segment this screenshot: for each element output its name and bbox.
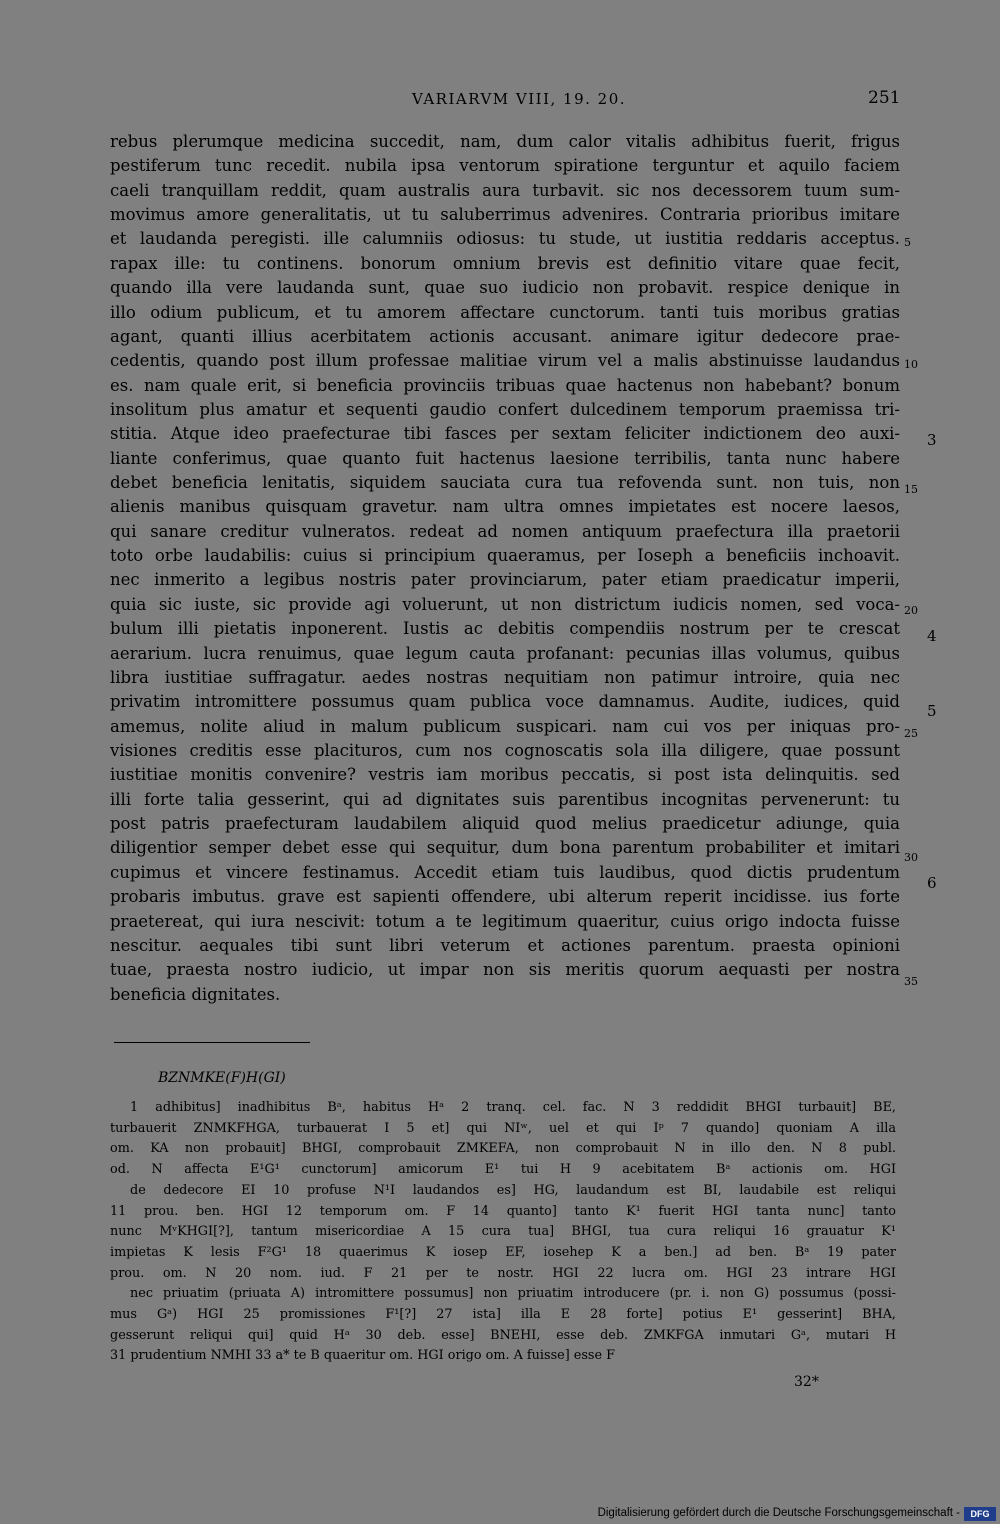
text-line: es. nam quale erit, si beneficia provinciis tribuas quae hactenus non habebant? bonum bbox=[110, 375, 900, 395]
text-line: cupimus et vincere festinamus. Accedit etiam tuis laudibus, quod dictis prudentum bbox=[110, 862, 900, 882]
text-line: insolitum plus amatur et sequenti gaudio confert dulcedinem temporum praemissa tri- bbox=[110, 399, 900, 419]
text-line: alienis manibus quisquam gravetur. nam ultra omnes impietates est nocere laesos, bbox=[110, 497, 900, 517]
apparatus-line: impietas K lesis F²G¹ 18 quaerimus K iosep EF, iosehep K a ben.] ad ben. Bᵃ 19 pater bbox=[110, 1244, 896, 1260]
text-line: liante conferimus, quae quanto fuit hactenus laesione terribilis, tanta nunc habere bbox=[110, 448, 900, 468]
apparatus-line: 31 prudentium NMHI 33 a* te B quaeritur om. HGI origo om. A fuisse] esse F bbox=[110, 1348, 615, 1364]
text-line: pestiferum tunc recedit. nubila ipsa ventorum spiratione terguntur et aquilo faciem bbox=[110, 156, 900, 176]
text-line: agant, quanti illius acerbitatem actionis accusant. animare igitur dedecore prae- bbox=[110, 326, 900, 346]
funding-notice: Digitalisierung gefördert durch die Deutsche Forschungsgemeinschaft - bbox=[597, 1507, 960, 1519]
text-line: illo odium publicum, et tu amorem affectare cunctorum. tanti tuis moribus gratias bbox=[110, 302, 900, 322]
text-line: praetereat, qui iura nescivit: totum a te legitimum quaeritur, cuius origo indocta fuisse bbox=[110, 911, 900, 931]
text-line: caeli tranquillam reddit, quam australis aura turbavit. sic nos decessorem tuum sum- bbox=[110, 180, 900, 200]
footer-bar bbox=[0, 1505, 1000, 1524]
text-line: aerarium. lucra renuimus, quae legum cauta profanant: pecunias illas volumus, quibus bbox=[110, 643, 900, 663]
margin-section-number: 5 bbox=[927, 702, 937, 720]
apparatus-line: mus Gᵃ) HGI 25 promissiones F¹[?] 27 ista] illa E 28 forte] potius E¹ gesserint] BHA, bbox=[110, 1307, 896, 1322]
apparatus-line: turbauerit ZNMKFHGA, turbauerat I 5 et] qui NIʷ, uel et qui Iᵖ 7 quando] quoniam A illa bbox=[110, 1120, 896, 1136]
sigla-line: BZNMKE(F)H(GI) bbox=[158, 1070, 286, 1086]
sheet-signature: 32* bbox=[794, 1374, 819, 1390]
apparatus-line: de dedecore EI 10 profuse N¹I laudandos es] HG, laudandum est BI, laudabile est reliqui bbox=[130, 1182, 896, 1198]
margin-line-number: 15 bbox=[904, 483, 918, 496]
apparatus-line: 11 prou. ben. HGI 12 temporum om. F 14 quanto] tanto K¹ fuerit HGI tanta nunc] tanto bbox=[110, 1203, 896, 1219]
text-line: libra iustitiae suffragatur. aedes nostras nequitiam non patimur introire, quia nec bbox=[110, 667, 900, 687]
margin-section-number: 4 bbox=[927, 627, 937, 645]
text-line: quando illa vere laudanda sunt, quae suo iudicio non probavit. respice denique in bbox=[110, 278, 900, 298]
text-line: stitia. Atque ideo praefecturae tibi fasces per sextam feliciter indictionem deo auxi- bbox=[110, 424, 900, 444]
text-line: rapax ille: tu continens. bonorum omnium brevis est definitio vitare quae fecit, bbox=[110, 253, 900, 273]
text-line: qui sanare creditur vulneratos. redeat ad nomen antiquum praefectura illa praetorii bbox=[110, 521, 900, 541]
text-line: privatim intromittere possumus quam publica voce damnamus. Audite, iudices, quid bbox=[110, 692, 900, 712]
margin-section-number: 6 bbox=[927, 874, 937, 892]
apparatus-line: od. N affecta E¹G¹ cunctorum] amicorum E¹ tui H 9 acebitatem Bᵃ actionis om. HGI bbox=[110, 1162, 896, 1178]
text-line: diligentior semper debet esse qui sequitur, dum bona parentum probabiliter et imitari bbox=[110, 838, 900, 858]
margin-section-number: 3 bbox=[927, 431, 937, 449]
running-title: VARIARVM VIII, 19. 20. bbox=[412, 90, 627, 108]
text-line: quia sic iuste, sic provide agi voluerunt, ut non districtum iudicis nomen, sed voca- bbox=[110, 594, 900, 614]
margin-line-number: 20 bbox=[904, 604, 918, 617]
apparatus-line: prou. om. N 20 nom. iud. F 21 per te nostr. HGI 22 lucra om. HGI 23 intrare HGI bbox=[110, 1265, 896, 1281]
text-line: debet beneficia lenitatis, siquidem sauciata cura tua refovenda sunt. non tuis, non bbox=[110, 473, 900, 493]
text-line: probaris imbutus. grave est sapienti offendere, ubi alterum reperit incidisse. ius forte bbox=[110, 887, 900, 907]
text-line: toto orbe laudabilis: cuius si principium quaeramus, per Ioseph a beneficiis inchoavit. bbox=[110, 546, 900, 566]
margin-line-number: 5 bbox=[904, 236, 911, 249]
apparatus-line: om. KA non probauit] BHGI, comprobauit ZMKEFA, non comprobauit N in illo den. N 8 publ. bbox=[110, 1141, 896, 1157]
text-line: rebus plerumque medicina succedit, nam, dum calor vitalis adhibitus fuerit, frigus bbox=[110, 132, 900, 151]
text-line: iustitiae monitis convenire? vestris iam moribus peccatis, si post ista delinquitis. sed bbox=[110, 765, 900, 785]
text-line: beneficia dignitates. bbox=[110, 984, 281, 1004]
apparatus-line: 1 adhibitus] inadhibitus Bᵃ, habitus Hᵃ 2 tranq. cel. fac. N 3 reddidit BHGI turbauit] BE, bbox=[130, 1100, 896, 1115]
margin-line-number: 10 bbox=[904, 358, 918, 371]
text-line: movimus amore generalitatis, ut tu saluberrimus advenires. Contraria prioribus imitare bbox=[110, 205, 900, 225]
text-line: illi forte talia gesserint, qui ad dignitates suis parentibus incognitas pervenerunt: tu bbox=[110, 789, 900, 809]
text-line: nec inmerito a legibus nostris pater provinciarum, pater etiam praedicatur imperii, bbox=[110, 570, 900, 590]
text-line: tuae, praesta nostro iudicio, ut impar non sis meritis quorum aequasti per nostra bbox=[110, 960, 900, 980]
text-line: visiones creditis esse placituros, cum nos cognoscatis sola illa diligere, quae possunt bbox=[110, 741, 900, 760]
apparatus-line: nunc MᵛKHGI[?], tantum misericordiae A 15 cura tua] BHGI, tua cura reliqui 16 grauatur K¹ bbox=[110, 1224, 896, 1240]
dfg-logo-icon: DFG bbox=[964, 1507, 996, 1521]
text-line: bulum illi pietatis inponerent. Iustis ac debitis compendiis nostrum per te crescat bbox=[110, 619, 900, 639]
apparatus-line: gesserunt reliqui qui] quid Hᵃ 30 deb. esse] BNEHI, esse deb. ZMKFGA inmutari Gᵃ, mutari H bbox=[110, 1327, 896, 1343]
text-line: post patris praefecturam laudabilem aliquid quod melius praedicetur adiunge, quia bbox=[110, 814, 900, 834]
separator-rule bbox=[114, 1042, 310, 1043]
margin-line-number: 25 bbox=[904, 727, 918, 740]
apparatus-line: nec priuatim (priuata A) intromittere possumus] non priuatim introducere (pr. i. non G) possumus (possi- bbox=[130, 1286, 896, 1302]
page-header bbox=[0, 90, 1000, 114]
text-line: nescitur. aequales tibi sunt libri veterum et actiones parentum. praesta opinioni bbox=[110, 935, 900, 955]
margin-line-number: 35 bbox=[904, 975, 918, 988]
text-line: et laudanda peregisti. ille calumniis odiosus: tu stude, ut iustitia reddaris acceptus. bbox=[110, 229, 900, 249]
page-number: 251 bbox=[868, 88, 901, 108]
text-line: amemus, nolite aliud in malum publicum suspicari. nam cui vos per iniquas pro- bbox=[110, 716, 900, 736]
margin-line-number: 30 bbox=[904, 851, 918, 864]
text-line: cedentis, quando post illum professae malitiae virum vel a malis abstinuisse laudandus bbox=[110, 351, 900, 371]
